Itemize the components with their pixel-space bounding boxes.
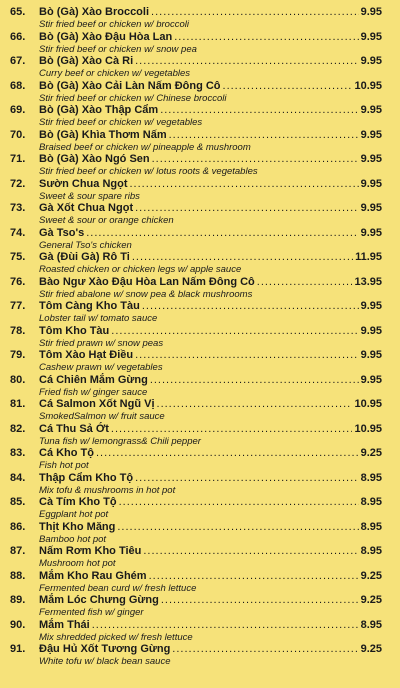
menu-item xyxy=(10,349,382,374)
item-description: Fermented bean curd w/ fresh lettuce xyxy=(39,582,197,594)
item-price: 10.95 xyxy=(354,79,382,92)
item-price: 9.95 xyxy=(360,104,382,116)
item-name: Bò (Gà) Xào Cà Ri xyxy=(39,55,134,67)
item-number: 86. xyxy=(10,520,26,533)
menu-item-line xyxy=(10,496,382,509)
item-description: SmokedSalmon w/ fruit sauce xyxy=(39,411,165,422)
item-price: 10.95 xyxy=(354,422,382,435)
item-price: 9.95 xyxy=(360,30,382,43)
item-price: 8.95 xyxy=(360,545,382,557)
item-price: 10.95 xyxy=(354,398,382,410)
item-description: Stir fried beef or chicken w/ vegetables xyxy=(39,117,203,128)
menu-item xyxy=(10,374,382,399)
dot-leader xyxy=(135,55,358,68)
item-description: Curry beef or chicken w/ vegetables xyxy=(39,68,191,79)
item-number: 87. xyxy=(10,545,26,557)
item-name: Mắm Thái xyxy=(39,618,90,631)
item-number: 67. xyxy=(10,55,26,67)
dot-leader xyxy=(161,594,359,607)
item-description: Fish hot pot xyxy=(39,460,89,471)
dot-leader xyxy=(150,374,359,387)
item-number: 76. xyxy=(10,275,26,288)
item-price: 9.95 xyxy=(360,226,382,239)
item-number: 68. xyxy=(10,79,26,92)
item-price: 9.95 xyxy=(360,373,382,386)
item-price: 13.95 xyxy=(354,275,382,288)
item-price: 9.95 xyxy=(360,128,382,141)
item-number: 85. xyxy=(10,496,26,508)
menu-item xyxy=(10,251,382,276)
item-description: Eggplant hot pot xyxy=(39,509,109,520)
item-name: Bò (Gà) Xào Thập Cẩm xyxy=(39,104,159,116)
menu-item-line xyxy=(10,6,382,19)
menu-item-line xyxy=(10,545,382,558)
item-name: Cà Tím Kho Tộ xyxy=(39,496,117,508)
menu-item xyxy=(10,325,382,350)
item-price: 9.95 xyxy=(360,349,382,361)
dot-leader xyxy=(135,472,358,485)
item-number: 88. xyxy=(10,569,26,582)
menu-item xyxy=(10,104,382,129)
menu-item-line xyxy=(10,349,382,362)
menu-item-line xyxy=(10,31,382,44)
item-number: 65. xyxy=(10,6,26,18)
item-name: Thập Cẩm Kho Tộ xyxy=(39,471,134,484)
item-description: Stir fried prawn w/ snow peas xyxy=(39,337,164,349)
dot-leader xyxy=(130,178,359,191)
item-description: General Tso's chicken xyxy=(39,239,132,251)
menu-item xyxy=(10,202,382,227)
item-description: Bamboo hot pot xyxy=(39,533,107,545)
dot-leader xyxy=(86,227,358,240)
menu-item-line xyxy=(10,153,382,166)
dot-leader xyxy=(132,251,353,264)
item-name: Mắm Lóc Chưng Gừng xyxy=(39,594,159,606)
item-name: Sườn Chua Ngọt xyxy=(39,177,128,190)
item-name: Gà Tso's xyxy=(39,226,85,239)
item-name: Bò (Gà) Xào Broccoli xyxy=(39,6,150,18)
dot-leader xyxy=(96,447,359,460)
item-price: 9.25 xyxy=(360,447,382,459)
menu-item-line xyxy=(10,178,382,191)
dot-leader xyxy=(169,129,359,142)
dot-leader xyxy=(135,349,358,362)
menu-item xyxy=(10,129,382,154)
item-number: 89. xyxy=(10,594,26,606)
dot-leader xyxy=(111,423,353,436)
menu-item-line xyxy=(10,80,382,93)
item-name: Cá Chiên Mắm Gừng xyxy=(39,373,148,386)
menu-item-line xyxy=(10,594,382,607)
item-name: Mắm Kho Rau Ghém xyxy=(39,569,147,582)
menu-item xyxy=(10,521,382,546)
menu-item-line xyxy=(10,276,382,289)
dot-leader xyxy=(152,153,359,166)
item-price: 8.95 xyxy=(360,520,382,533)
item-description: Braised beef or chicken w/ pineapple & mushroom xyxy=(39,141,251,153)
item-name: Thịt Kho Măng xyxy=(39,520,116,533)
item-description: Mix shredded picked w/ fresh lettuce xyxy=(39,631,193,643)
menu-item-line xyxy=(10,227,382,240)
item-price: 8.95 xyxy=(360,618,382,631)
menu-item-line xyxy=(10,398,382,411)
item-number: 69. xyxy=(10,104,26,116)
item-number: 80. xyxy=(10,373,26,386)
item-description: Mix tofu & mushrooms in hot pot xyxy=(39,484,176,496)
item-description: Lobster tail w/ tomato sauce xyxy=(39,313,158,324)
menu-item xyxy=(10,594,382,619)
dot-leader xyxy=(119,496,359,509)
item-name: Bò (Gà) Xào Đậu Hòa Lan xyxy=(39,30,173,43)
menu-item-line xyxy=(10,643,382,656)
menu-item xyxy=(10,447,382,472)
item-number: 82. xyxy=(10,422,26,435)
item-name: Bò (Gà) Xào Ngó Sen xyxy=(39,153,150,165)
item-name: Cá Kho Tộ xyxy=(39,447,94,459)
item-number: 77. xyxy=(10,300,26,312)
dot-leader xyxy=(151,6,359,19)
item-number: 84. xyxy=(10,471,26,484)
item-name: Cá Thu Sả Ớt xyxy=(39,422,109,435)
dot-leader xyxy=(111,325,358,338)
item-description: White tofu w/ black bean sauce xyxy=(39,656,171,667)
menu-item xyxy=(10,545,382,570)
dot-leader xyxy=(142,300,359,313)
menu-item xyxy=(10,178,382,203)
item-price: 11.95 xyxy=(355,251,382,263)
item-price: 9.95 xyxy=(360,6,382,18)
item-price: 9.95 xyxy=(360,202,382,214)
menu-item-line xyxy=(10,472,382,485)
menu-item xyxy=(10,55,382,80)
item-number: 81. xyxy=(10,398,26,410)
item-number: 70. xyxy=(10,128,26,141)
menu-item-line xyxy=(10,521,382,534)
item-price: 9.25 xyxy=(360,569,382,582)
menu-item xyxy=(10,31,382,56)
item-price: 9.95 xyxy=(360,324,382,337)
dot-leader xyxy=(135,202,358,215)
menu-item-line xyxy=(10,423,382,436)
menu-item xyxy=(10,423,382,448)
item-price: 8.95 xyxy=(360,496,382,508)
item-description: Fermented fish w/ ginger xyxy=(39,607,144,618)
menu-item xyxy=(10,570,382,595)
dot-leader xyxy=(92,619,359,632)
menu-item xyxy=(10,619,382,644)
item-description: Stir fried beef or chicken w/ lotus roots & vegetables xyxy=(39,166,258,177)
item-description: Stir fried abalone w/ snow pea & black mushrooms xyxy=(39,288,253,300)
item-description: Roasted chicken or chicken legs w/ apple sauce xyxy=(39,264,242,275)
item-price: 9.25 xyxy=(360,643,382,655)
item-number: 78. xyxy=(10,324,26,337)
menu-item-line xyxy=(10,619,382,632)
menu-item-line xyxy=(10,300,382,313)
item-description: Tuna fish w/ lemongrass& Chili pepper xyxy=(39,435,201,447)
menu-item-line xyxy=(10,202,382,215)
dot-leader xyxy=(174,31,358,44)
menu-item xyxy=(10,153,382,178)
dot-leader xyxy=(160,104,358,117)
item-description: Mushroom hot pot xyxy=(39,558,116,569)
item-price: 8.95 xyxy=(360,471,382,484)
item-name: Đậu Hủ Xốt Tương Gừng xyxy=(39,643,171,655)
menu-item xyxy=(10,496,382,521)
menu-item-line xyxy=(10,55,382,68)
item-number: 75. xyxy=(10,251,26,263)
item-description: Cashew prawn w/ vegetables xyxy=(39,362,163,373)
item-price: 9.25 xyxy=(360,594,382,606)
item-number: 73. xyxy=(10,202,26,214)
item-number: 74. xyxy=(10,226,26,239)
item-name: Nấm Rơm Kho Tiêu xyxy=(39,545,142,557)
dot-leader xyxy=(143,545,358,558)
menu-item xyxy=(10,80,382,105)
item-name: Cá Salmon Xốt Ngũ Vị xyxy=(39,398,155,410)
menu-item xyxy=(10,398,382,423)
dot-leader xyxy=(257,276,353,289)
item-description: Stir fried beef or chicken w/ snow pea xyxy=(39,43,197,55)
item-number: 83. xyxy=(10,447,26,459)
item-number: 72. xyxy=(10,177,26,190)
item-name: Tôm Xào Hạt Điều xyxy=(39,349,134,361)
menu-item-line xyxy=(10,570,382,583)
menu-item xyxy=(10,6,382,31)
item-name: Gà (Đùi Gà) Rô Ti xyxy=(39,251,130,263)
item-name: Tôm Càng Kho Tàu xyxy=(39,300,140,312)
item-name: Bào Ngư Xào Đậu Hòa Lan Nấm Đông Cô xyxy=(39,275,255,288)
dot-leader xyxy=(223,80,353,93)
dot-leader xyxy=(149,570,359,583)
item-number: 71. xyxy=(10,153,26,165)
dot-leader xyxy=(172,643,358,656)
item-name: Gà Xốt Chua Ngọt xyxy=(39,202,134,214)
item-name: Bò (Gà) Khìa Thơm Nấm xyxy=(39,128,167,141)
item-description: Stir fried beef or chicken w/ broccoli xyxy=(39,19,189,30)
item-price: 9.95 xyxy=(360,153,382,165)
menu-item-line xyxy=(10,104,382,117)
item-price: 9.95 xyxy=(360,177,382,190)
item-number: 91. xyxy=(10,643,26,655)
menu-item-line xyxy=(10,251,382,264)
dot-leader xyxy=(157,398,353,411)
menu-item-line xyxy=(10,129,382,142)
item-description: Sweet & sour or orange chicken xyxy=(39,215,174,226)
item-price: 9.95 xyxy=(360,55,382,67)
menu-item xyxy=(10,472,382,497)
item-number: 79. xyxy=(10,349,26,361)
menu-item xyxy=(10,227,382,252)
menu-item-line xyxy=(10,325,382,338)
item-price: 9.95 xyxy=(360,300,382,312)
menu-item xyxy=(10,276,382,301)
menu-item-line xyxy=(10,447,382,460)
item-name: Tôm Kho Tàu xyxy=(39,324,110,337)
item-description: Stir fried beef or chicken w/ Chinese broccoli xyxy=(39,92,227,104)
item-description: Sweet & sour spare ribs xyxy=(39,190,140,202)
dot-leader xyxy=(117,521,358,534)
item-description: Fried fish w/ ginger sauce xyxy=(39,386,148,398)
menu-item xyxy=(10,300,382,325)
item-number: 90. xyxy=(10,618,26,631)
item-number: 66. xyxy=(10,30,26,43)
menu-item-line xyxy=(10,374,382,387)
menu-item xyxy=(10,643,382,668)
item-name: Bò (Gà) Xào Cải Làn Nấm Đông Cô xyxy=(39,79,221,92)
